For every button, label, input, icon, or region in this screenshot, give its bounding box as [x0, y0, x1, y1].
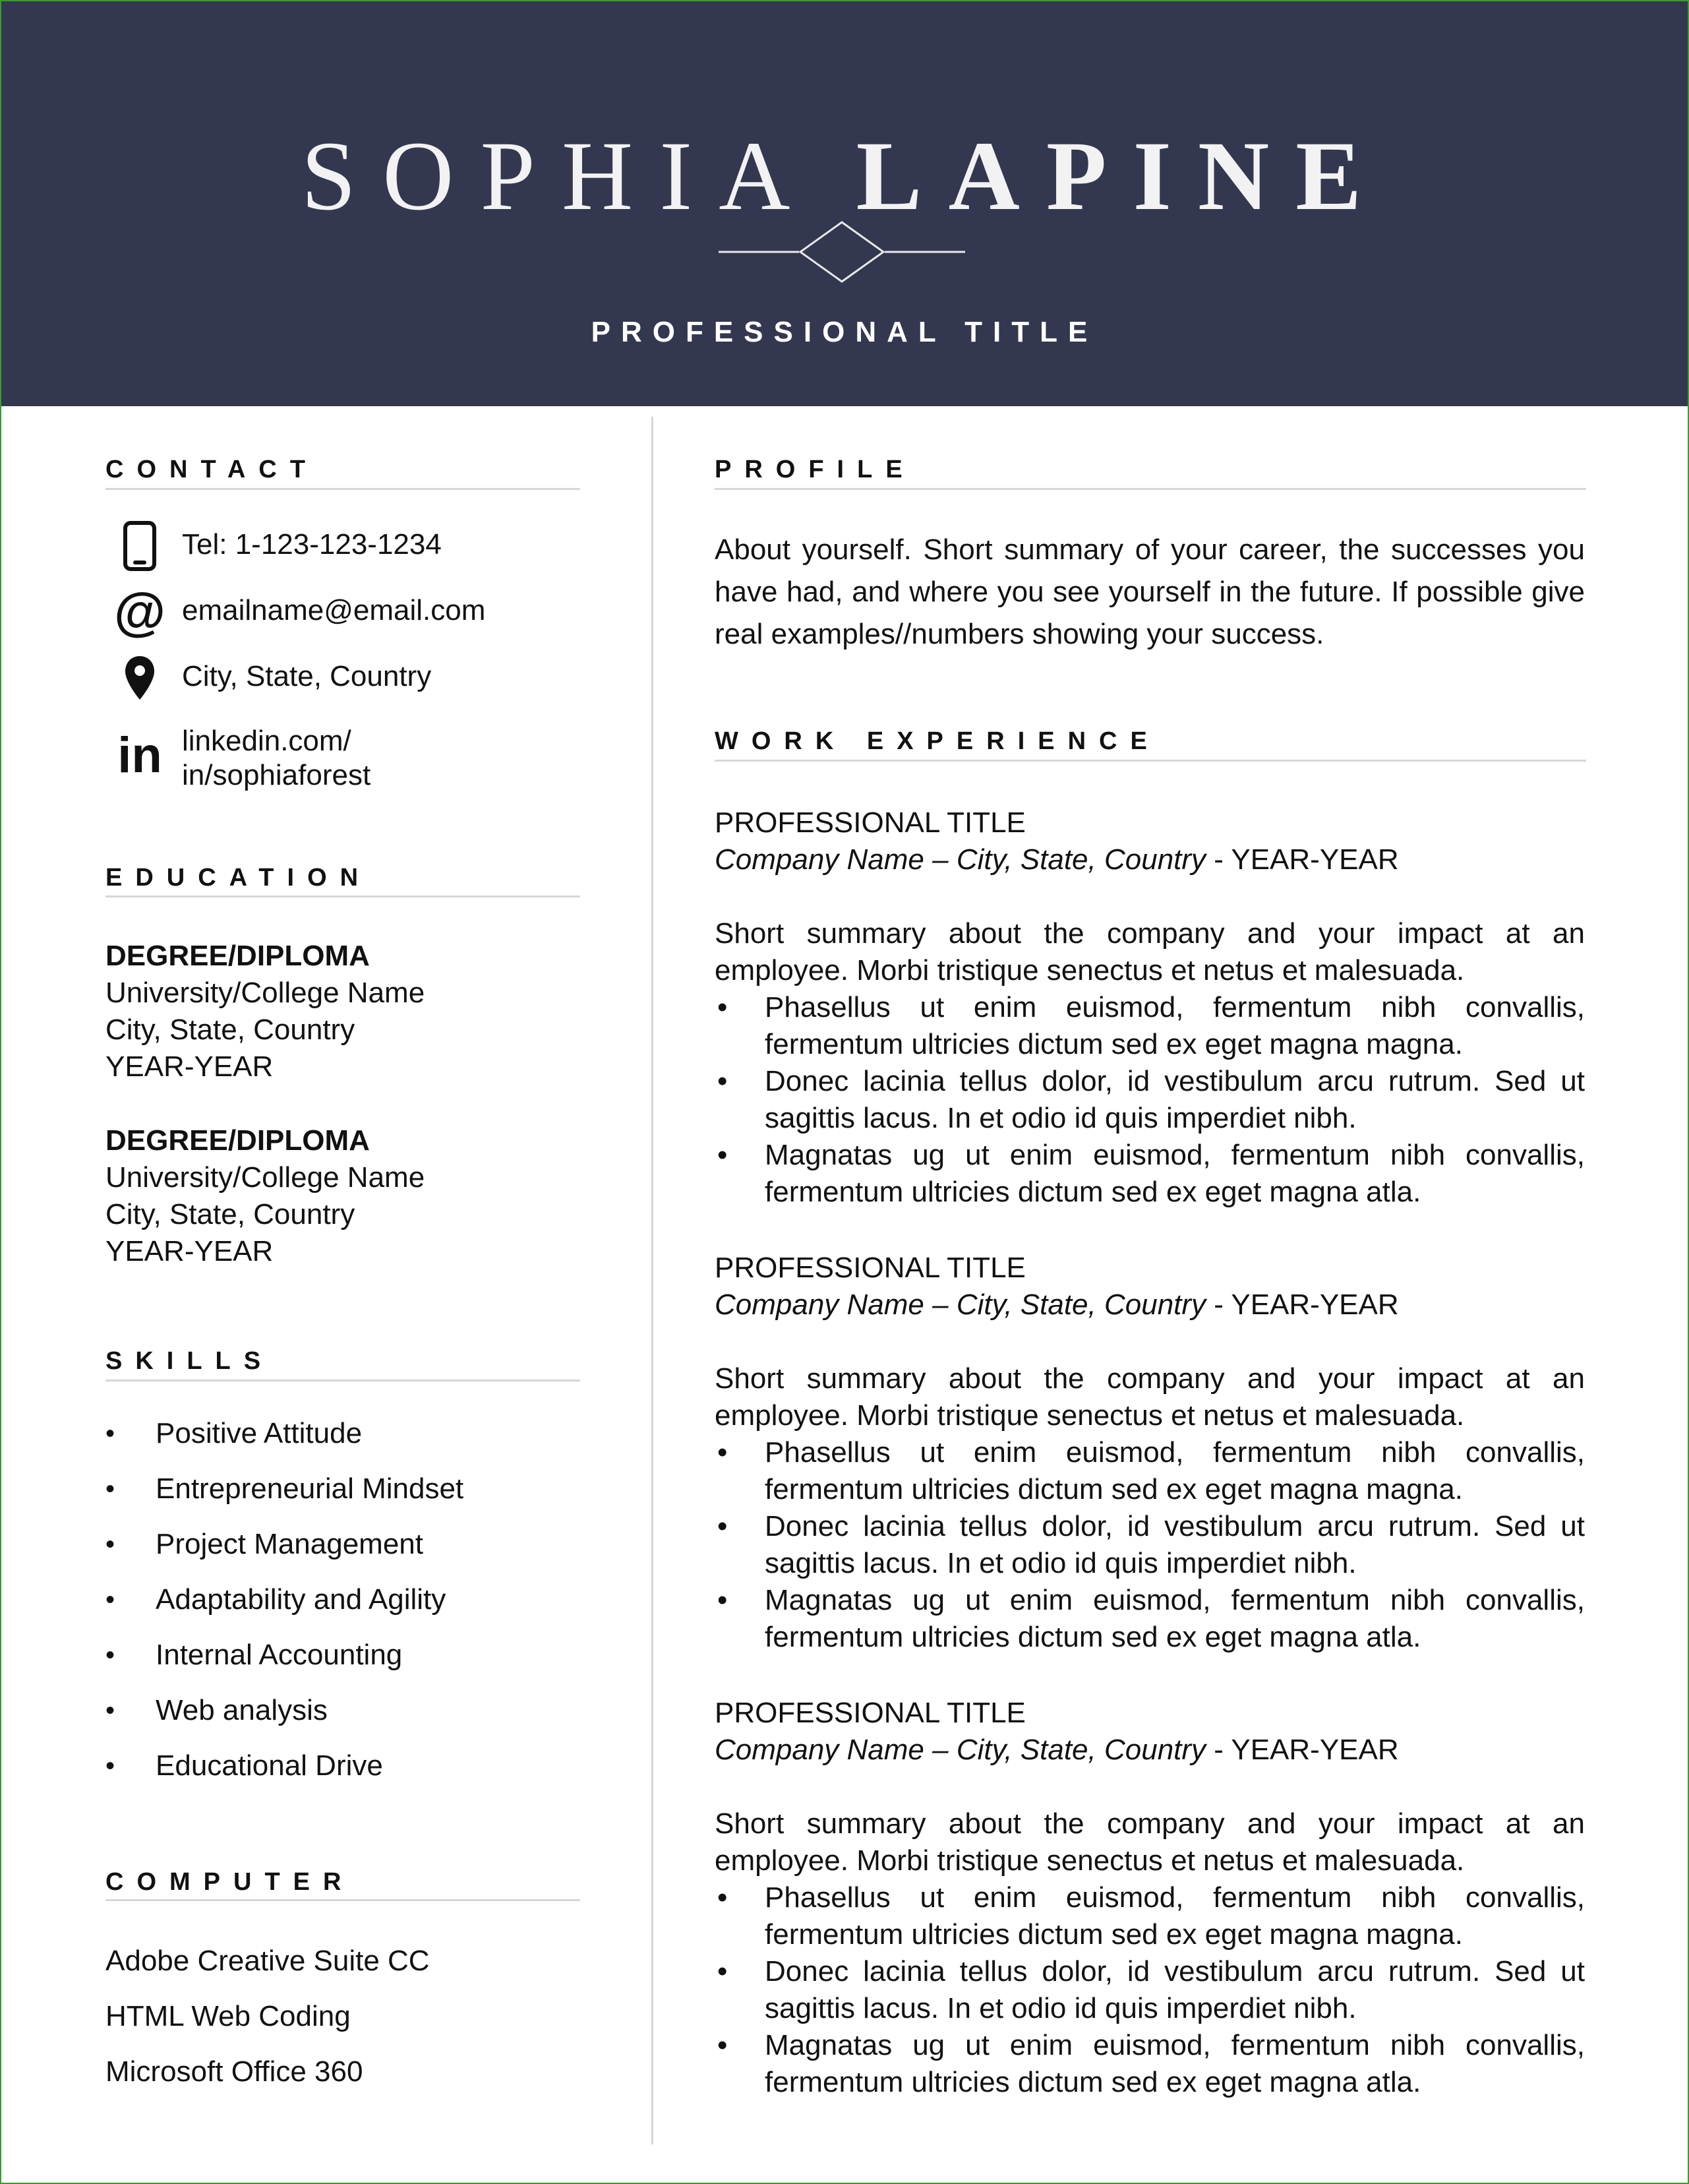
list-item: • Magnatas ug ut enim euismod, fermentum nibh convallis, fermentum ultricies dictum sed ex eget magna atla.: [715, 1137, 1585, 1211]
school: University/College Name: [105, 1161, 425, 1194]
profile-text: About yourself. Short summary of your career, the successes you have had, and where you see yourself in the future. If possible give real examples//numbers showing your success.: [715, 533, 1585, 650]
skill-text: Entrepreneurial Mindset: [156, 1472, 464, 1505]
column-divider: [651, 417, 653, 2144]
professional-title: PROFESSIONAL TITLE: [591, 316, 1098, 348]
profile-rule: [715, 488, 1586, 490]
computer-rule: [105, 1899, 580, 1901]
years: YEAR-YEAR: [105, 1235, 274, 1267]
job-company: Company Name – City, State, Country: [715, 1289, 1206, 1321]
job-company: Company Name – City, State, Country: [715, 1734, 1206, 1766]
list-item: • Magnatas ug ut enim euismod, fermentum nibh convallis, fermentum ultricies dictum sed ex eget magna atla.: [715, 2027, 1585, 2101]
job-company-line: [715, 1732, 1585, 1769]
contact-location: [105, 652, 431, 704]
degree: DEGREE/DIPLOMA: [105, 1124, 370, 1157]
phone-icon: [105, 520, 174, 572]
years: YEAR-YEAR: [105, 1050, 274, 1083]
list-item: [105, 1738, 463, 1794]
header-band: [1, 1, 1688, 406]
skill-text: Project Management: [156, 1528, 423, 1560]
job-bullets: [715, 1434, 1585, 1656]
education-entry: [105, 1122, 425, 1270]
job-company-line: [715, 841, 1585, 878]
job-years: - YEAR-YEAR: [1206, 1289, 1399, 1321]
education-rule: [105, 895, 580, 897]
profile-heading: PROFILE: [715, 456, 916, 483]
list-item: [105, 1683, 463, 1738]
job-title: PROFESSIONAL TITLE: [715, 1252, 1026, 1284]
skill-text: Adaptability and Agility: [156, 1583, 446, 1616]
bullet: •: [105, 1474, 115, 1503]
contact-heading: CONTACT: [105, 456, 318, 483]
list-item: • Phasellus ut enim euismod, fermentum nibh convallis, fermentum ultricies dictum sed ex eget magna magna.: [715, 1879, 1585, 1953]
location-pin-icon: [105, 652, 174, 704]
job-bullets: [715, 1879, 1585, 2101]
job-title: PROFESSIONAL TITLE: [715, 1697, 1026, 1729]
job-summary: Short summary about the company and your impact at an employee. Morbi tristique senectus et netus et malesuada.: [715, 917, 1585, 986]
phone-text: Tel: 1-123-123-1234: [182, 528, 442, 561]
linkedin-text: [182, 724, 370, 793]
job-entry: [715, 1695, 1585, 2101]
job-entry: [715, 804, 1585, 1211]
job-years: - YEAR-YEAR: [1206, 1734, 1399, 1766]
computer-list: [105, 1933, 430, 2100]
contact-rule: [105, 488, 580, 490]
work-heading: WORK EXPERIENCE: [715, 727, 1160, 755]
bullet: •: [105, 1751, 115, 1780]
list-item: [105, 1572, 463, 1627]
computer-item: Microsoft Office 360: [105, 2055, 363, 2088]
job-entry: [715, 1250, 1585, 1656]
bullet: •: [105, 1530, 115, 1559]
skills-heading: SKILLS: [105, 1347, 274, 1375]
bullet: •: [105, 1641, 115, 1670]
list-item: [105, 1406, 463, 1461]
job-bullets: [715, 989, 1585, 1211]
list-item: • Donec lacinia tellus dolor, id vestibulum arcu rutrum. Sed ut sagittis lacus. In et odio id quis imperdiet nibh.: [715, 1508, 1585, 1582]
bullet: •: [105, 1696, 115, 1725]
school-location: City, State, Country: [105, 1198, 355, 1230]
work-rule: [715, 760, 1586, 762]
bullet: •: [105, 1585, 115, 1614]
skill-text: Web analysis: [156, 1694, 328, 1726]
at-sign-icon: @: [113, 582, 165, 641]
education-entry: [105, 938, 425, 1085]
skills-list: [105, 1406, 463, 1794]
skill-text: Positive Attitude: [156, 1417, 363, 1449]
job-company: Company Name – City, State, Country: [715, 843, 1206, 876]
job-summary: Short summary about the company and your impact at an employee. Morbi tristique senectus et netus et malesuada.: [715, 1362, 1585, 1432]
list-item: • Donec lacinia tellus dolor, id vestibulum arcu rutrum. Sed ut sagittis lacus. In et odio id quis imperdiet nibh.: [715, 1953, 1585, 2027]
contact-phone: [105, 520, 442, 572]
school-location: City, State, Country: [105, 1014, 355, 1046]
degree: DEGREE/DIPLOMA: [105, 940, 370, 972]
linkedin-line-1: linkedin.com/: [182, 725, 351, 757]
list-item: • Phasellus ut enim euismod, fermentum nibh convallis, fermentum ultricies dictum sed ex eget magna magna.: [715, 1434, 1585, 1508]
computer-heading: COMPUTER: [105, 1868, 355, 1896]
computer-item: HTML Web Coding: [105, 2000, 351, 2032]
email-text: emailname@email.com: [182, 594, 486, 626]
location-text: City, State, Country: [182, 660, 432, 692]
job-years: - YEAR-YEAR: [1206, 843, 1399, 876]
school: University/College Name: [105, 977, 425, 1009]
education-heading: EDUCATION: [105, 864, 372, 892]
computer-item: Adobe Creative Suite CC: [105, 1945, 430, 1977]
last-name: LAPINE: [856, 121, 1388, 231]
diamond-ornament-icon: [713, 216, 970, 288]
skills-rule: [105, 1380, 580, 1381]
job-summary: Short summary about the company and your impact at an employee. Morbi tristique senectus et netus et malesuada.: [715, 1807, 1585, 1877]
contact-linkedin: [105, 724, 370, 793]
contact-email: [105, 582, 486, 641]
skill-text: Educational Drive: [156, 1749, 383, 1782]
skill-text: Internal Accounting: [156, 1639, 403, 1671]
job-company-line: [715, 1287, 1585, 1323]
bullet: •: [105, 1419, 115, 1448]
linkedin-line-2: in/sophiaforest: [182, 759, 371, 791]
first-name: SOPHIA: [301, 121, 817, 231]
list-item: [105, 1517, 463, 1572]
linkedin-icon: in: [117, 727, 162, 783]
list-item: • Magnatas ug ut enim euismod, fermentum nibh convallis, fermentum ultricies dictum sed ex eget magna atla.: [715, 1582, 1585, 1656]
job-title: PROFESSIONAL TITLE: [715, 806, 1026, 839]
list-item: [105, 1461, 463, 1517]
list-item: • Donec lacinia tellus dolor, id vestibulum arcu rutrum. Sed ut sagittis lacus. In et odio id quis imperdiet nibh.: [715, 1063, 1585, 1137]
list-item: • Phasellus ut enim euismod, fermentum nibh convallis, fermentum ultricies dictum sed ex eget magna magna.: [715, 989, 1585, 1063]
list-item: [105, 1627, 463, 1683]
